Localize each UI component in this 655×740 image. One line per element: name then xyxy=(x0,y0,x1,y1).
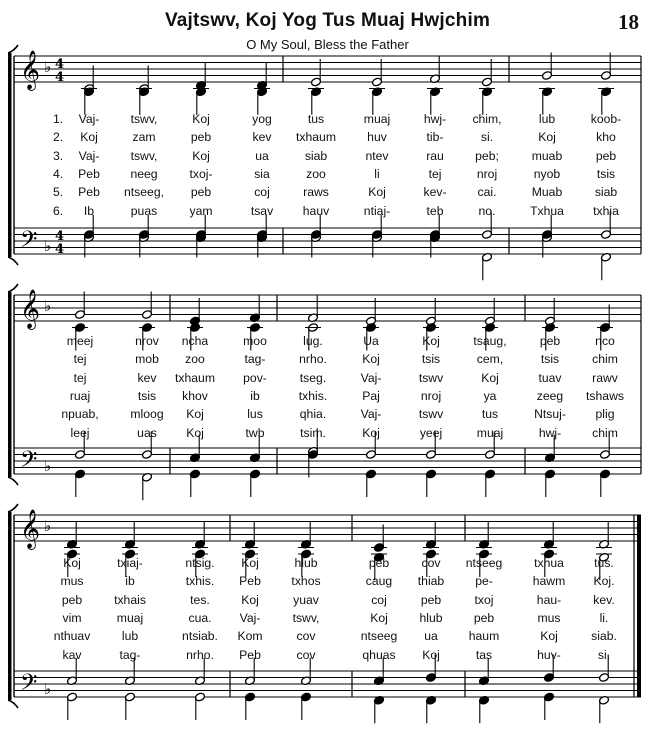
system-1-bass-flat-icon: ♭ xyxy=(44,237,52,255)
bass-time-signature-digit: 4 xyxy=(55,242,65,257)
lyric-syllable: hlub xyxy=(294,556,318,570)
lyric-syllable: tsis xyxy=(137,388,157,403)
hymn-number: 18 xyxy=(618,10,639,34)
lyric-syllable: qhuas xyxy=(362,647,396,662)
system-2-treble-clef-icon: 𝄞 xyxy=(20,289,41,329)
lyric-syllable: zam xyxy=(132,130,156,145)
lyric-syllable: ntsig. xyxy=(185,556,215,570)
lyric-syllable: Koj xyxy=(241,592,259,607)
lyric-syllable: peb xyxy=(595,148,617,163)
lyric-syllable: cov xyxy=(296,647,316,662)
lyric-syllable: Vaj- xyxy=(360,407,382,422)
lyric-syllable: Vaj- xyxy=(78,112,100,126)
lyric-syllable: thiab xyxy=(417,574,445,589)
lyric-syllable: coj xyxy=(254,185,270,200)
bass-time-signature-digit: 4 xyxy=(55,229,65,244)
lyric-syllable: kev xyxy=(252,130,272,145)
hymn-title: Vajtswv, Koj Yog Tus Muaj Hwjchim xyxy=(164,10,491,31)
system-2-brace-bottom xyxy=(8,477,18,485)
lyric-syllable: qhia. xyxy=(299,407,327,422)
lyric-syllable: Kom xyxy=(237,629,263,644)
lyric-syllable: Koj xyxy=(422,647,440,662)
lyric-syllable: lub xyxy=(538,112,556,126)
lyric-syllable: raws xyxy=(303,185,329,200)
lyric-syllable: yeej xyxy=(419,425,443,440)
lyric-syllable: li xyxy=(374,166,380,181)
lyric-syllable: teb xyxy=(426,203,444,218)
lyric-syllable: ntsiab. xyxy=(182,629,218,644)
lyric-syllable: si. xyxy=(480,130,494,145)
lyric-syllable: chim, xyxy=(472,112,502,126)
lyric-syllable: rawv xyxy=(592,370,618,385)
lyric-syllable: ntseeg xyxy=(360,629,398,644)
lyric-syllable: Koj. xyxy=(593,574,615,589)
lyric-syllable: npuab, xyxy=(61,407,99,422)
lyric-syllable: Koj xyxy=(370,610,388,625)
lyric-syllable: Koj xyxy=(186,407,204,422)
system-2-bass-flat-icon: ♭ xyxy=(44,457,52,475)
lyric-syllable: meej xyxy=(66,334,94,348)
lyric-syllable: Koj xyxy=(538,130,556,145)
lyric-syllable: txhua xyxy=(534,556,564,570)
lyric-syllable: tswv xyxy=(418,407,444,422)
lyric-syllable: si. xyxy=(597,647,611,662)
lyric-syllable: tsis xyxy=(540,352,560,367)
system-1-brace-top xyxy=(8,45,18,53)
lyric-syllable: muaj xyxy=(116,610,144,625)
lyric-syllable: kav xyxy=(62,647,82,662)
system-3-treble-flat-icon: ♭ xyxy=(44,517,52,535)
lyric-syllable: tsav xyxy=(250,203,274,218)
lyric-syllable: tsis xyxy=(421,352,441,367)
verse-number: 5. xyxy=(53,185,64,200)
lyric-syllable: Ib xyxy=(83,203,95,218)
treble-time-signature-digit: 4 xyxy=(55,57,65,72)
lyric-syllable: Koj xyxy=(362,352,380,367)
lyric-syllable: rau xyxy=(426,148,444,163)
lyric-syllable: nrov xyxy=(135,334,159,348)
lyric-syllable: tswv, xyxy=(130,112,158,126)
lyric-syllable: khov xyxy=(182,388,208,403)
lyric-syllable: tej xyxy=(73,370,87,385)
lyric-syllable: peb xyxy=(190,185,212,200)
lyric-syllable: tsis xyxy=(596,166,616,181)
lyric-syllable: Txhua xyxy=(530,203,564,218)
lyric-syllable: hwj- xyxy=(423,112,447,126)
lyric-syllable: ntseeg, xyxy=(124,185,164,200)
lyric-syllable: tseg. xyxy=(299,370,327,385)
lyric-syllable: muaj xyxy=(476,425,504,440)
system-1-brace-bottom xyxy=(8,257,18,265)
lyric-syllable: peb; xyxy=(475,148,499,163)
lyric-syllable: nyob xyxy=(533,166,561,181)
lyric-syllable: hauv xyxy=(302,203,330,218)
lyric-syllable: txhaum xyxy=(175,370,215,385)
lyric-syllable: tas xyxy=(475,647,493,662)
lyric-syllable: puas xyxy=(130,203,158,218)
system-3-bass-flat-icon: ♭ xyxy=(44,680,52,698)
lyric-syllable: ntev xyxy=(365,148,389,163)
lyric-syllable: vim xyxy=(62,610,82,625)
lyric-syllable: txhais xyxy=(114,592,146,607)
lyric-syllable: ncha xyxy=(181,334,209,348)
lyric-syllable: tus. xyxy=(594,556,614,570)
lyric-syllable: nthuav xyxy=(53,629,91,644)
lyric-syllable: mob xyxy=(135,352,159,367)
lyric-syllable: zeeg xyxy=(536,388,564,403)
lyric-syllable: pe- xyxy=(475,574,493,589)
lyric-syllable: hawm xyxy=(532,574,566,589)
lyric-syllable: siab xyxy=(594,185,618,200)
lyric-syllable: Koj xyxy=(540,629,558,644)
lyric-syllable: peb xyxy=(420,592,442,607)
lyric-syllable: txhaum xyxy=(296,130,336,145)
system-3-brace-top xyxy=(8,504,18,512)
lyric-syllable: Ua xyxy=(363,334,379,348)
system-1-treble-flat-icon: ♭ xyxy=(44,58,52,76)
verse-number: 3. xyxy=(53,148,64,163)
system-3-bass-clef-icon: 𝄢 xyxy=(20,670,38,701)
lyric-syllable: peb xyxy=(539,334,561,348)
lyric-syllable: huv xyxy=(367,130,387,145)
verse-number: 1. xyxy=(53,112,64,126)
lyric-syllable: mloog xyxy=(130,407,164,422)
lyric-syllable: nroj xyxy=(420,388,442,403)
lyric-syllable: no. xyxy=(478,203,496,218)
lyric-syllable: tag- xyxy=(244,352,266,367)
lyric-syllable: ib xyxy=(250,388,260,403)
lyric-syllable: tshaws xyxy=(586,388,624,403)
lyric-syllable: koob- xyxy=(590,112,622,126)
lyric-syllable: ntseeg xyxy=(465,556,503,570)
system-1-treble-clef-icon: 𝄞 xyxy=(20,50,41,90)
lyric-syllable: mus xyxy=(537,610,561,625)
verse-number: 4. xyxy=(53,166,64,181)
lyric-syllable: Peb xyxy=(78,185,100,200)
lyric-syllable: Koj xyxy=(422,334,440,348)
lyric-syllable: tej xyxy=(73,352,87,367)
lyric-syllable: tsaug, xyxy=(473,334,507,348)
lyric-syllable: kev- xyxy=(423,185,447,200)
lyric-syllable: kev xyxy=(137,370,157,385)
lyric-syllable: Koj xyxy=(63,556,81,570)
lyric-syllable: Koj xyxy=(192,148,210,163)
system-2-bass-clef-icon: 𝄢 xyxy=(20,447,38,478)
lyric-syllable: Muab xyxy=(531,185,563,200)
lyric-syllable: chim xyxy=(592,425,618,440)
lyric-syllable: tuav xyxy=(538,370,562,385)
lyric-syllable: tib- xyxy=(426,130,444,145)
lyric-syllable: caug xyxy=(365,574,393,589)
lyric-syllable: Peb xyxy=(239,647,261,662)
system-3-brace-bottom xyxy=(8,700,18,708)
lyric-syllable: cem, xyxy=(476,352,504,367)
lyric-syllable: plig xyxy=(595,407,615,422)
lyric-syllable: li. xyxy=(599,610,609,625)
system-1-brace-bar xyxy=(8,53,12,257)
lyric-syllable: txhos xyxy=(291,574,321,589)
system-2-brace-bar xyxy=(8,292,12,477)
lyric-syllable: neeg xyxy=(130,166,158,181)
system-3-treble-clef-icon: 𝄞 xyxy=(20,509,41,549)
lyric-syllable: txiaj- xyxy=(117,556,143,570)
lyric-syllable: chim xyxy=(592,352,618,367)
lyric-syllable: txhia xyxy=(593,203,619,218)
lyric-syllable: mus xyxy=(60,574,84,589)
lyric-syllable: haum xyxy=(468,629,500,644)
lyric-syllable: muab xyxy=(531,148,563,163)
system-2-treble-flat-icon: ♭ xyxy=(44,297,52,315)
lyric-syllable: leej xyxy=(70,425,90,440)
lyric-syllable: nco xyxy=(595,334,615,348)
lyric-syllable: yuav xyxy=(293,592,319,607)
lyric-syllable: zoo xyxy=(185,352,205,367)
treble-time-signature-digit: 4 xyxy=(55,70,65,85)
lyric-syllable: Koj xyxy=(241,556,259,570)
lyric-syllable: peb xyxy=(368,556,390,570)
lyric-syllable: Vaj- xyxy=(239,610,261,625)
lyric-syllable: siab. xyxy=(591,629,617,644)
lyric-syllable: ua xyxy=(424,629,438,644)
lyric-syllable: kho xyxy=(596,130,616,145)
lyric-syllable: ya xyxy=(483,388,497,403)
lyric-syllable: kev. xyxy=(593,592,615,607)
lyric-syllable: peb xyxy=(61,592,83,607)
lyric-syllable: txoj- xyxy=(189,166,213,181)
lyric-syllable: txhis. xyxy=(298,388,328,403)
lyric-syllable: Koj xyxy=(186,425,204,440)
lyric-syllable: moo xyxy=(243,334,267,348)
lyric-syllable: Paj xyxy=(362,388,380,403)
lyric-syllable: Koj xyxy=(192,112,210,126)
lyric-syllable: hwj- xyxy=(538,425,562,440)
lyric-syllable: ntiaj- xyxy=(363,203,391,218)
lyric-syllable: yog xyxy=(252,112,272,126)
lyric-syllable: sia xyxy=(254,166,270,181)
lyric-syllable: lug. xyxy=(303,334,323,348)
hymn-subtitle: O My Soul, Bless the Father xyxy=(246,37,409,52)
lyric-syllable: peb xyxy=(473,610,495,625)
lyric-syllable: tswv, xyxy=(130,148,158,163)
final-thick-barline xyxy=(637,515,641,697)
lyric-syllable: Koj xyxy=(362,425,380,440)
lyric-syllable: tswv, xyxy=(292,610,320,625)
lyric-syllable: Ntsuj- xyxy=(534,407,566,422)
lyric-syllable: Koj xyxy=(368,185,386,200)
system-3-brace-bar xyxy=(8,512,12,700)
lyric-syllable: tes. xyxy=(190,592,210,607)
lyric-syllable: tag- xyxy=(119,647,141,662)
lyric-syllable: lub xyxy=(121,629,139,644)
lyric-syllable: tswv xyxy=(418,370,444,385)
system-2-brace-top xyxy=(8,284,18,292)
lyric-syllable: ua xyxy=(255,148,269,163)
lyric-syllable: huv- xyxy=(537,647,561,662)
lyric-syllable: uas xyxy=(137,425,157,440)
lyric-syllable: Peb xyxy=(239,574,261,589)
lyric-syllable: ruaj xyxy=(69,388,91,403)
lyric-syllable: tsim. xyxy=(300,425,326,440)
lyric-syllable: tus xyxy=(481,407,499,422)
lyric-syllable: cov xyxy=(296,629,316,644)
lyric-syllable: lus xyxy=(247,407,263,422)
lyric-syllable: tus xyxy=(307,112,325,126)
system-1-bass-clef-icon: 𝄢 xyxy=(20,227,38,258)
lyric-syllable: hau- xyxy=(536,592,562,607)
lyric-syllable: peb xyxy=(190,130,212,145)
lyric-syllable: nroj xyxy=(476,166,498,181)
lyric-syllable: yam xyxy=(189,203,213,218)
lyric-syllable: txhis. xyxy=(185,574,215,589)
lyric-syllable: twb xyxy=(245,425,265,440)
lyric-syllable: Vaj- xyxy=(78,148,100,163)
lyric-syllable: pov- xyxy=(243,370,267,385)
lyric-syllable: cai. xyxy=(477,185,497,200)
lyric-syllable: Vaj- xyxy=(360,370,382,385)
lyric-syllable: cua. xyxy=(188,610,212,625)
lyric-syllable: coj xyxy=(371,592,387,607)
lyric-syllable: ib xyxy=(125,574,135,589)
lyric-syllable: tej xyxy=(428,166,442,181)
lyric-syllable: siab xyxy=(304,148,328,163)
lyric-syllable: Peb xyxy=(78,166,100,181)
lyric-syllable: zoo xyxy=(306,166,326,181)
lyric-syllable: muaj xyxy=(363,112,391,126)
lyric-syllable: cov xyxy=(421,556,441,570)
lyric-syllable: Koj xyxy=(481,370,499,385)
verse-number: 2. xyxy=(53,130,64,145)
lyric-syllable: nrho. xyxy=(186,647,214,662)
lyric-syllable: hlub xyxy=(419,610,443,625)
verse-number: 6. xyxy=(53,203,64,218)
lyric-syllable: nrho. xyxy=(299,352,327,367)
lyric-syllable: txoj xyxy=(474,592,494,607)
lyric-syllable: Koj xyxy=(80,130,98,145)
